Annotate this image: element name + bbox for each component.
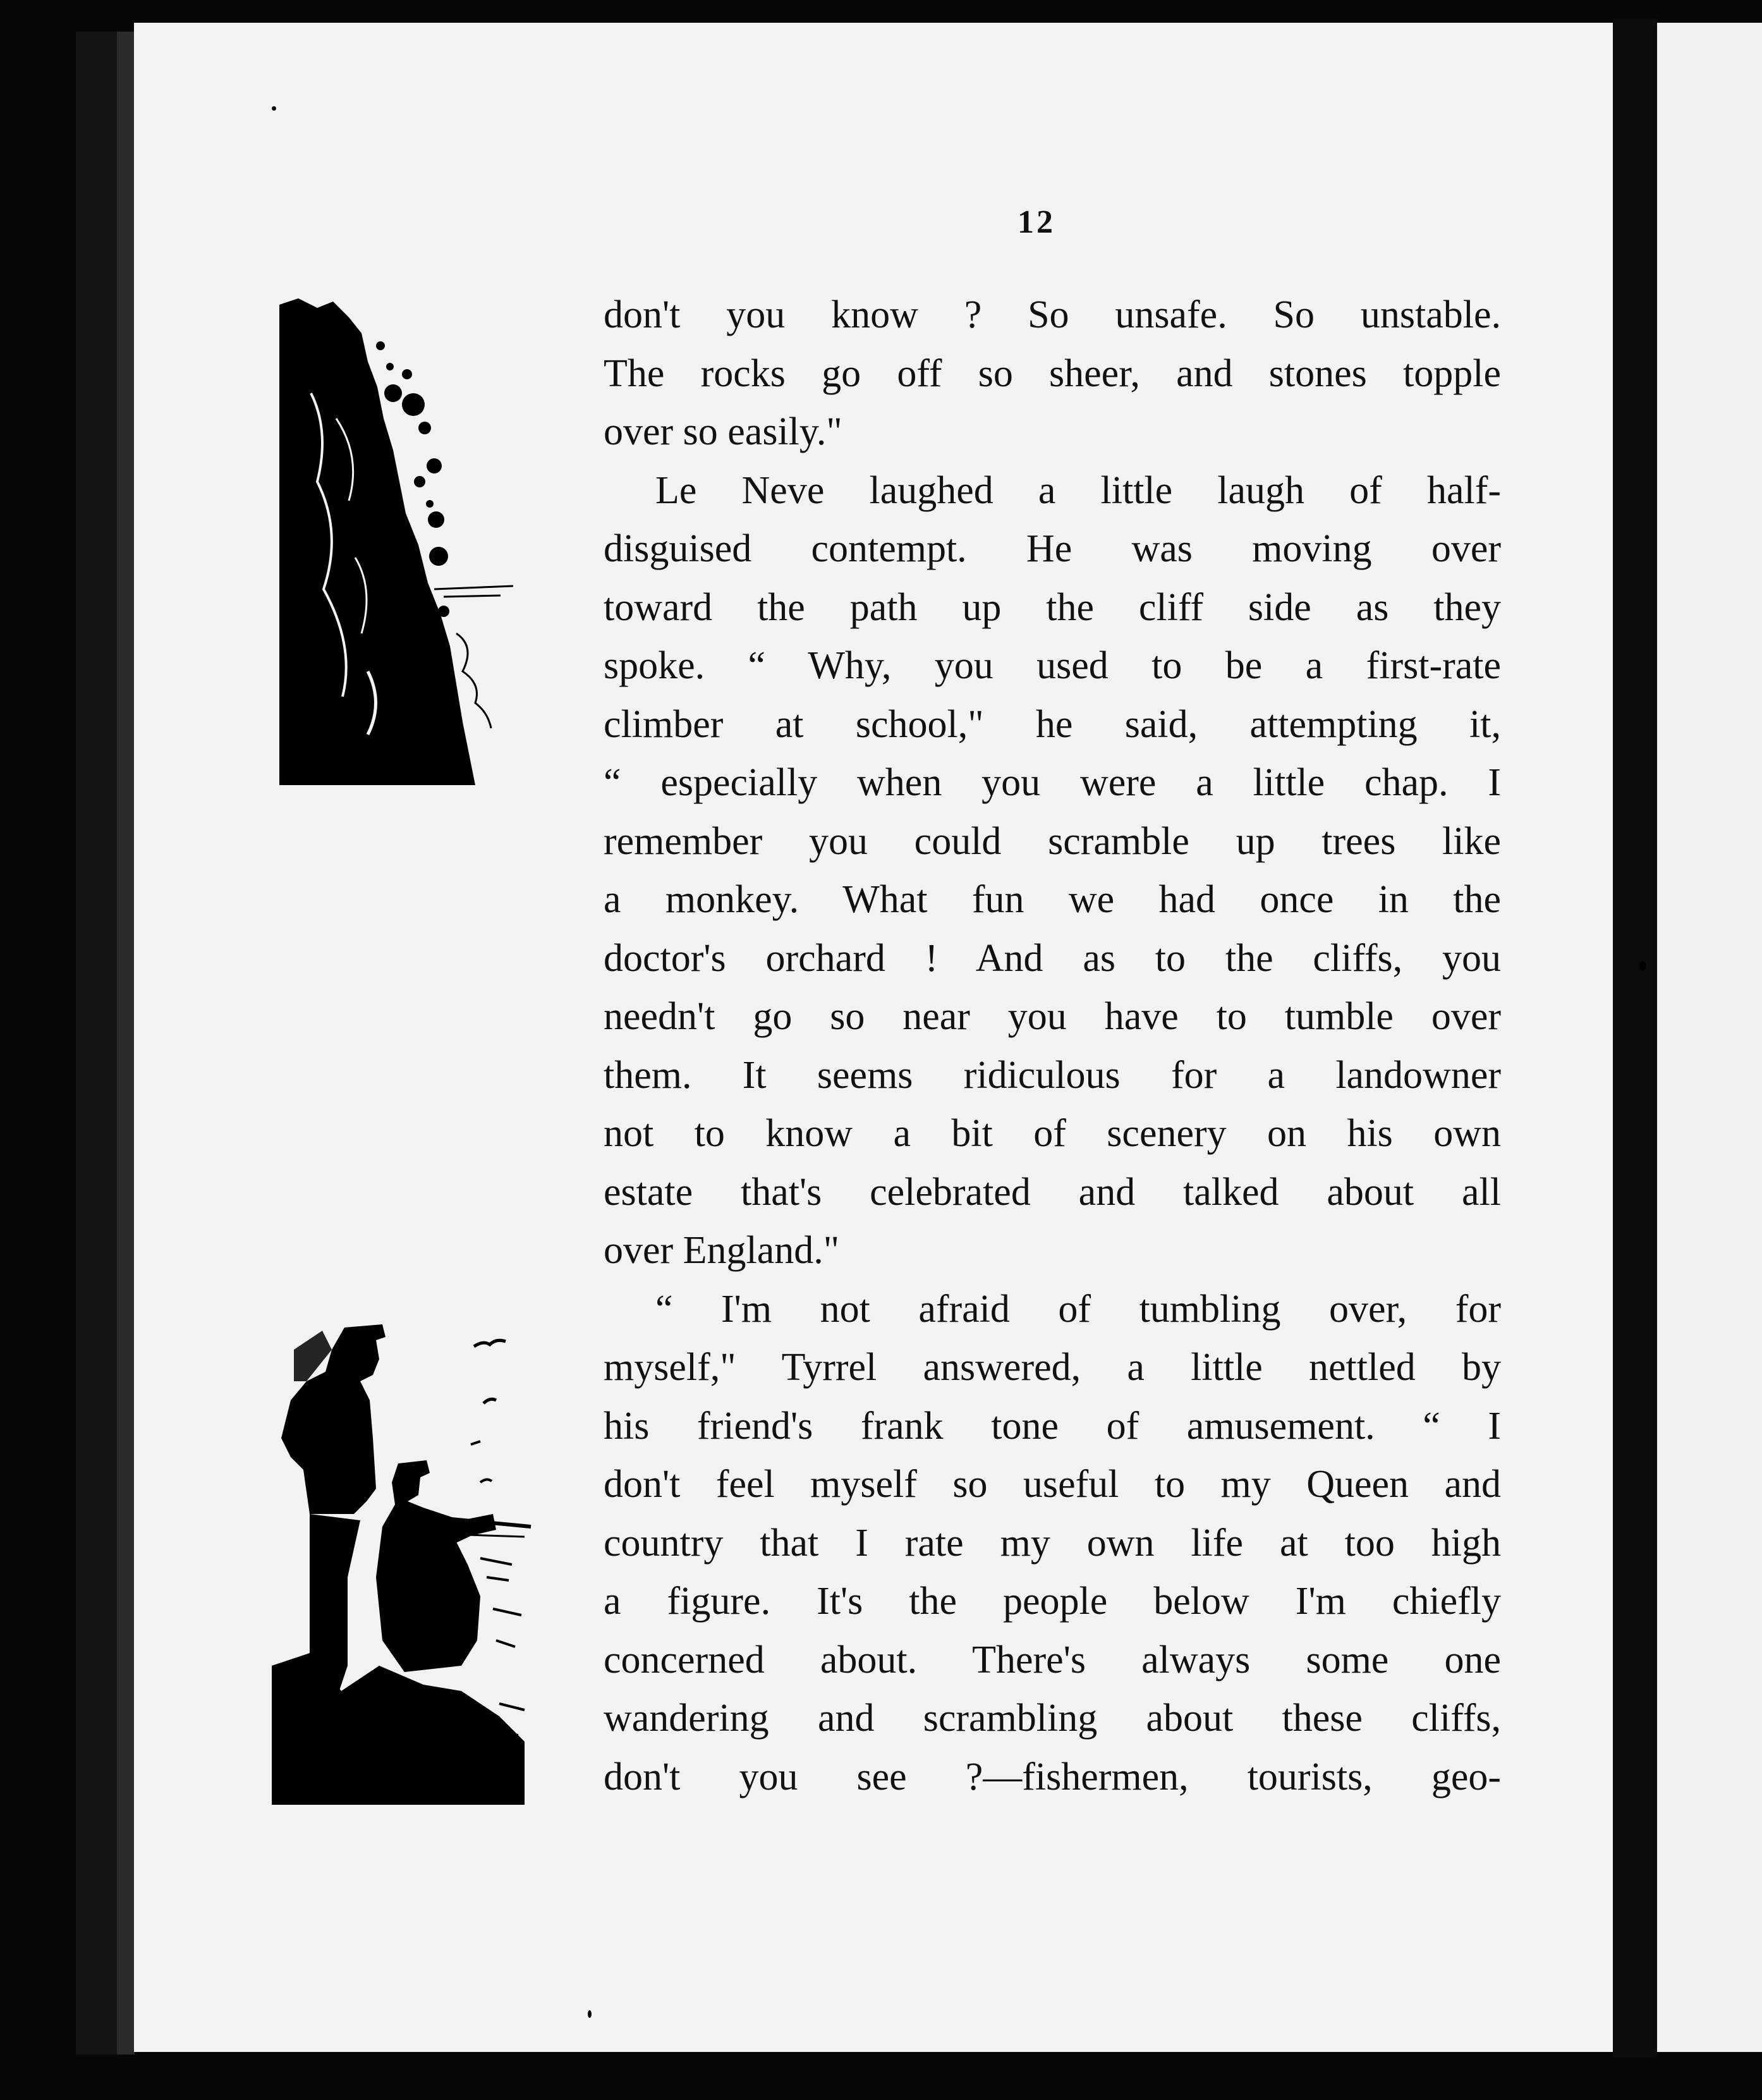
figures-on-cliff-silhouette-icon [272, 1312, 537, 1805]
facing-page-edge [1657, 23, 1762, 2052]
page-stack-edge [117, 32, 135, 2054]
scan-speck [272, 106, 276, 111]
page-number: 12 [1018, 204, 1055, 240]
text-line: them. It seems ridiculous for a landowner [604, 1053, 1501, 1097]
text-line: concerned about. There's always some one [604, 1638, 1501, 1682]
text-line: don't feel myself so useful to my Queen and [604, 1463, 1501, 1506]
text-line: The rocks go off so sheer, and stones topple [604, 351, 1501, 395]
text-line: “ especially when you were a little chap. I [604, 761, 1501, 804]
text-line: disguised contempt. He was moving over [604, 527, 1501, 570]
text-line: needn't go so near you have to tumble over [604, 995, 1501, 1038]
text-line: myself," Tyrrel answered, a little nettled by [604, 1346, 1501, 1389]
text-line: country that I rate my own life at too high [604, 1521, 1501, 1565]
text-line: estate that's celebrated and talked about all [604, 1170, 1501, 1214]
text-line: doctor's orchard ! And as to the cliffs, you [604, 936, 1501, 980]
scan-speck [588, 2010, 592, 2018]
text-line: a monkey. What fun we had once in the [604, 878, 1501, 921]
text-line: toward the path up the cliff side as they [604, 585, 1501, 629]
text-line: a figure. It's the people below I'm chiefly [604, 1580, 1501, 1623]
scan-speck [1639, 961, 1646, 971]
text-line: not to know a bit of scenery on his own [604, 1112, 1501, 1155]
text-line: remember you could scramble up trees like [604, 819, 1501, 863]
text-line: over England." [604, 1229, 840, 1272]
text-line: wandering and scrambling about these cliffs, [604, 1697, 1501, 1740]
text-line: over so easily." [604, 410, 842, 453]
text-line: his friend's frank tone of amusement. “ I [604, 1404, 1501, 1448]
gutter-shadow [1613, 19, 1657, 2058]
text-line: “ I'm not afraid of tumbling over, for [655, 1287, 1501, 1331]
text-line: don't you see ?—fishermen, tourists, geo- [604, 1755, 1501, 1798]
body-text [604, 286, 1501, 1806]
cliff-silhouette-icon [273, 292, 526, 791]
text-line: spoke. “ Why, you used to be a first-rate [604, 644, 1501, 687]
text-line: Le Neve laughed a little laugh of half- [655, 468, 1501, 512]
text-line: don't you know ? So unsafe. So unstable. [604, 293, 1501, 336]
text-line: climber at school," he said, attempting it, [604, 702, 1501, 746]
